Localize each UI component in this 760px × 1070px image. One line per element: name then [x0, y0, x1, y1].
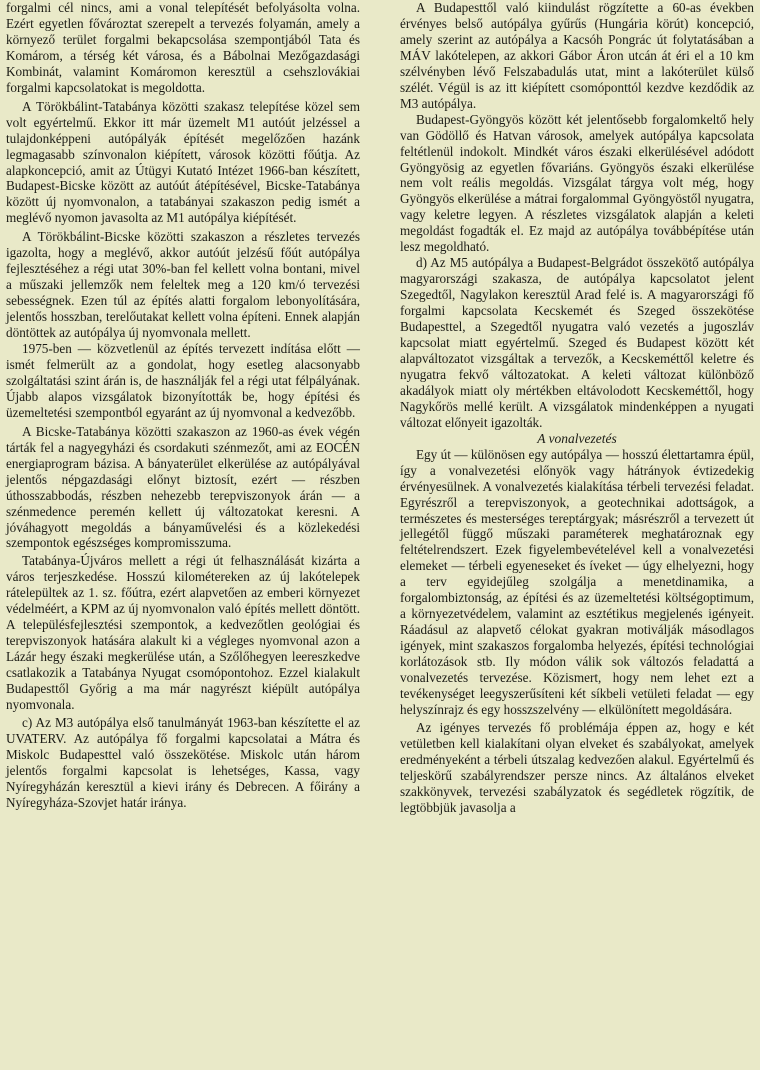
paragraph: c) Az M3 autópálya első tanulmányát 1963-ban készítette el az UVATERV. Az autópálya fő forgalmi kapcsolatai a Mátra és Miskolc Budapesttel való összekötése. Miskolc után három jelentős forgalmi kapcsolat is lehetséges, Kassa, vagy Nyíregyházán keresztül a kievi irány és Debrecen. A főirány a Nyíregyháza-Szovjet határ iránya.: [6, 714, 360, 810]
paragraph: forgalmi cél nincs, ami a vonal telepítését befolyásolta volna. Ezért egyetlen fővároztat szerepelt a tervezés folyamán, amely a környező terület forgalmi bekapcsolása szempontjából Tata és Komárom, a térség két városa, és a Bábolnai Mezőgazdasági Kombinát, valamint Komáromon keresztül a csehszlovákiai forgalmi kapcsolatokat is megoldotta.: [6, 0, 360, 95]
paragraph: A Bicske-Tatabánya közötti szakaszon az 1960-as évek végén tárták fel a nagyegyházi és csordakuti szénmezőt, ami az EOCÉN energiaprogram bázisa. A bányaterület elkerülése az autópályával jelentős népgazdasági előnyt biztosít, ezért — részben úthosszabbodás, részben nehezebb terepviszonyok árán — a szénmedence peremén kellett új változatokat keresni. A jóváhagyott megoldás a bányaművelési és a közlekedési szempontok egészséges kompromisszuma.: [6, 423, 360, 551]
paragraph: A Budapesttől való kiindulást rögzítette a 60-as években érvényes belső autópálya gyűrűs (Hungária körút) koncepció, amely szerint az autópálya a Kacsóh Pongrác út folytatásában a MÁV lakótelepen, az akkori Gábor Áron utcán át éri el a 10 km szélvényben lévő Felszabadulás utat, mint a lakóterület külső szélét. Végül is az itt kiépített csomóponttól kezdve kezdődik az M3 autópálya.: [400, 0, 754, 111]
paragraph: Budapest-Gyöngyös között két jelentősebb forgalomkeltő hely van Gödöllő és Hatvan városok, amelyek autópálya kapcsolata feltétlenül indokolt. Mindkét város északi elkerülésével adódott Gyöngyösig az egyetlen fővariáns. Gyöngyös északi elkerülése nem volt reális megoldás. Vizsgálat tárgya volt még, hogy Gyöngyös elkerülése a mátrai forgalommal Gyöngyöstől nyugatra, vagy keletre legyen. A részletes vizsgálatok alapján a keleti megoldást fogadták el. Ez majd az autópálya továbbépítése után lesz megoldható.: [400, 111, 754, 255]
paragraph: Tatabánya-Újváros mellett a régi út felhasználását kizárta a város terjeszkedése. Hosszú kilométereken az új lakótelepek rátelepültek az 1. sz. főútra, ezért alapvetően az emberi környezet védelméért, a KPM az új nyomvonalon való építés mellett döntött. A településfejlesztési szempontok, a kedvezőtlen geológiai és terepviszonyok hatására alakult ki a végleges nyomvonal azon a Lázár hegy északi megkerülése után, a Szőlőhegyen leereszkedve csatlakozik a Tatabánya Nyugat csomópontohoz. Ezzel kialakult Budapesttől Győrig a ma már nagyrészt kiépült autópálya nyomvonala.: [6, 553, 360, 712]
paragraph: 1975-ben — közvetlenül az építés tervezett indítása előtt — ismét felmerült az a gondolat, hogy esetleg alacsonyabb szolgáltatási szint árán is, de használják fel a régi utat félpályának. Újabb alapos vizsgálatok bizonyították be, hogy építési és üzemeltetési szempontból egyaránt az új nyomvonal a kedvezőbb.: [6, 341, 360, 420]
paragraph: A Törökbálint-Bicske közötti szakaszon a részletes tervezés igazolta, hogy a meglévő, akkor autóút jelzésű főút autópálya fejlesztéséhez a régi utat 30%-ban fel kellett volna bontani, mivel a műszaki jellemzők nem feleltek meg a 120 km/ó tervezési sebességnek. Ezen túl az építés alatti forgalom lebonyolítására, jelentős hosszban, terelőutakat kellett volna építeni. Ennek alapján döntöttek az autópálya új nyomvonala mellett.: [6, 229, 360, 341]
right-column: [400, 0, 754, 816]
paragraph: Egy út — különösen egy autópálya — hosszú élettartamra épül, így a vonalvezetési előnyök vagy hátrányok évtizedekig érvényesülnek. A vonalvezetés kialakítása térbeli tervezési feladat. Egyrészről a terepviszonyok, a geotechnikai adottságok, a természetes és mesterséges tereptárgyak; másrészről a tervezett út jellegétől függő műszaki paraméterek meghatároznak egy feltételrendszert. Ezek figyelembevételével kell a vonalvezetési elemeket — térbeli egyeneseket és íveket — úgy elhelyezni, hogy a terv egyidejűleg szolgálja a menetdinamika, a forgalombiztonság, az építési és az üzemeltetési költségoptimum, a környezetvédelem, valamint az esztétikus megjelenés igényeit. Ráadásul az alapvető célokat gyakran motiválják másodlagos igények, mint szakaszos forgalomba helyezés, építési technológiai korlátozások stb. Ily módon válik sok változós feladattá a vonalvezetés tervezése. Közismert, hogy nem lehet ezt a tevékenységet leegyszerűsíteni két síkbeli vetületi feladat — egy helyszínrajz és egy hosszszelvény — elkülönített megoldására.: [400, 446, 754, 717]
left-column: [6, 0, 360, 811]
paragraph: Az igényes tervezés fő problémája éppen az, hogy e két vetületben kell kialakítani olyan elveket és szabályokat, amelyek eredményeként a térbeli útszalag kedvezően alakul. Egyértelmű és teljeskörű szabályrendszer persze nincs. Az általános elveket szakkönyvek, tervezési szabályzatok és segédletek rögzítik, de legtöbbjük javasolja a: [400, 719, 754, 815]
paragraph: d) Az M5 autópálya a Budapest-Belgrádot összekötő autópálya magyarországi szakasza, de autópálya kapcsolatot jelent Szegedtől, Nagylakon keresztül Arad felé is. A magyarországi fő forgalmi kapcsolata Kecskemét és Szeged összekötése Budapesttel, a Szegedtől nyugatra való vezetés a jugoszláv kapcsolat miatt egyértelmű. Szeged és Budapest között két alapváltozatot vizsgáltak a tervezők, a Kecskeméttől keletre és nyugatra fekvő változatokat. A keleti változat különböző akadályok miatt oly mértékben eltávolodott Kecskeméttől, hogy Nagykőrös mellé került. A vizsgálatok mindenképpen a nyugati változat előnyeit igazolták.: [400, 255, 754, 430]
paragraph: A Törökbálint-Tatabánya közötti szakasz telepítése közel sem volt egyértelmű. Ekkor itt már üzemelt M1 autóút jelzéssel a tulajdonképpeni autópályák építését megelőzően hazánk legmagasabb színvonalon kiépített, városok közötti főútja. Az alapkoncepció, amit az Útügyi Kutató Intézet 1966-ban készített, Budapest-Bicske között az autóút átépítésével, Bicske-Tatabánya között új nyomvonalon, a tatabányai szakaszon pedig ismét a meglévő nyomon javasolta az M1 autópálya kiépítését.: [6, 98, 360, 226]
section-heading: A vonalvezetés: [537, 430, 617, 446]
